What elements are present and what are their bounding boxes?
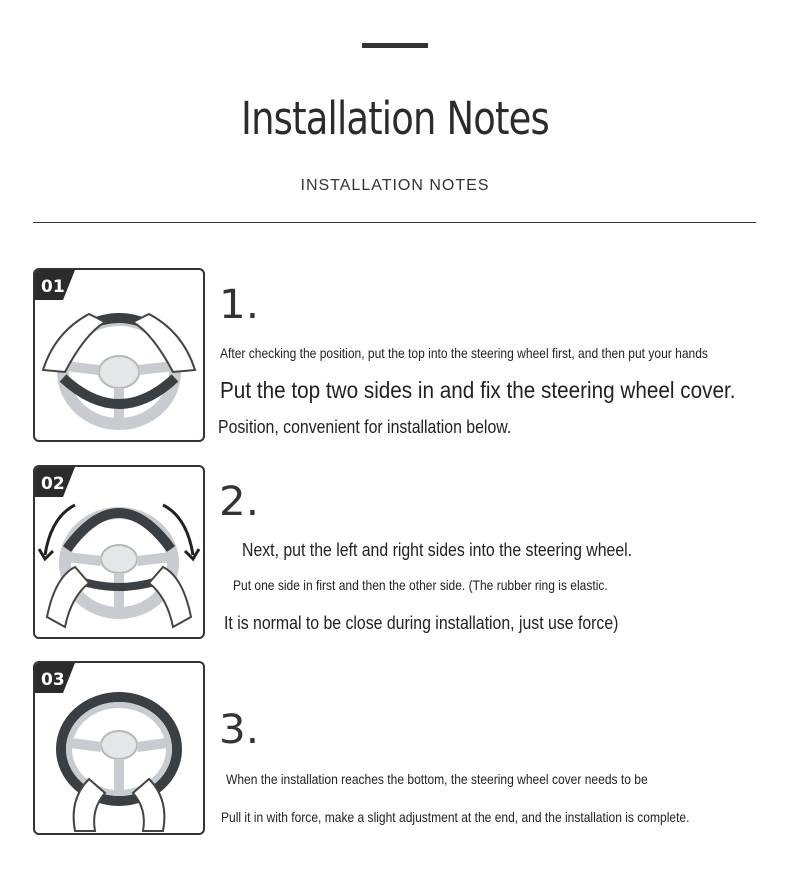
svg-text:03: 03	[41, 670, 65, 690]
step-3-image	[33, 661, 205, 835]
step-3-line-2: Pull it in with force, make a slight adjustment at the end, and the installation is complete.	[221, 809, 690, 825]
step-1-image	[33, 268, 205, 442]
svg-text:02: 02	[41, 474, 65, 494]
step-3-line-1: When the installation reaches the bottom, the steering wheel cover needs to be	[226, 771, 648, 787]
step-number: 2.	[219, 479, 260, 525]
step-badge-02	[35, 467, 75, 497]
step-1-line-3: Position, convenient for installation below.	[218, 417, 512, 437]
step-badge-01	[35, 270, 75, 300]
step-2-line-3: It is normal to be close during installation, just use force)	[224, 613, 619, 633]
page-subtitle: INSTALLATION NOTES	[300, 177, 490, 194]
step-badge-03	[35, 663, 75, 693]
svg-text:01: 01	[41, 277, 65, 297]
header-accent-bar	[362, 43, 428, 48]
header-divider	[33, 222, 756, 223]
step-2-image	[33, 465, 205, 639]
step-2-line-1: Next, put the left and right sides into the steering wheel.	[242, 540, 633, 560]
page-title: Installation Notes	[241, 92, 549, 145]
step-number: 1.	[219, 282, 260, 328]
step-1-line-2: Put the top two sides in and fix the steering wheel cover.	[220, 377, 736, 403]
step-number: 3.	[219, 707, 260, 753]
step-2-line-2: Put one side in first and then the other side. (The rubber ring is elastic.	[233, 577, 608, 593]
step-1-line-1: After checking the position, put the top into the steering wheel first, and then put your hands	[220, 345, 708, 361]
